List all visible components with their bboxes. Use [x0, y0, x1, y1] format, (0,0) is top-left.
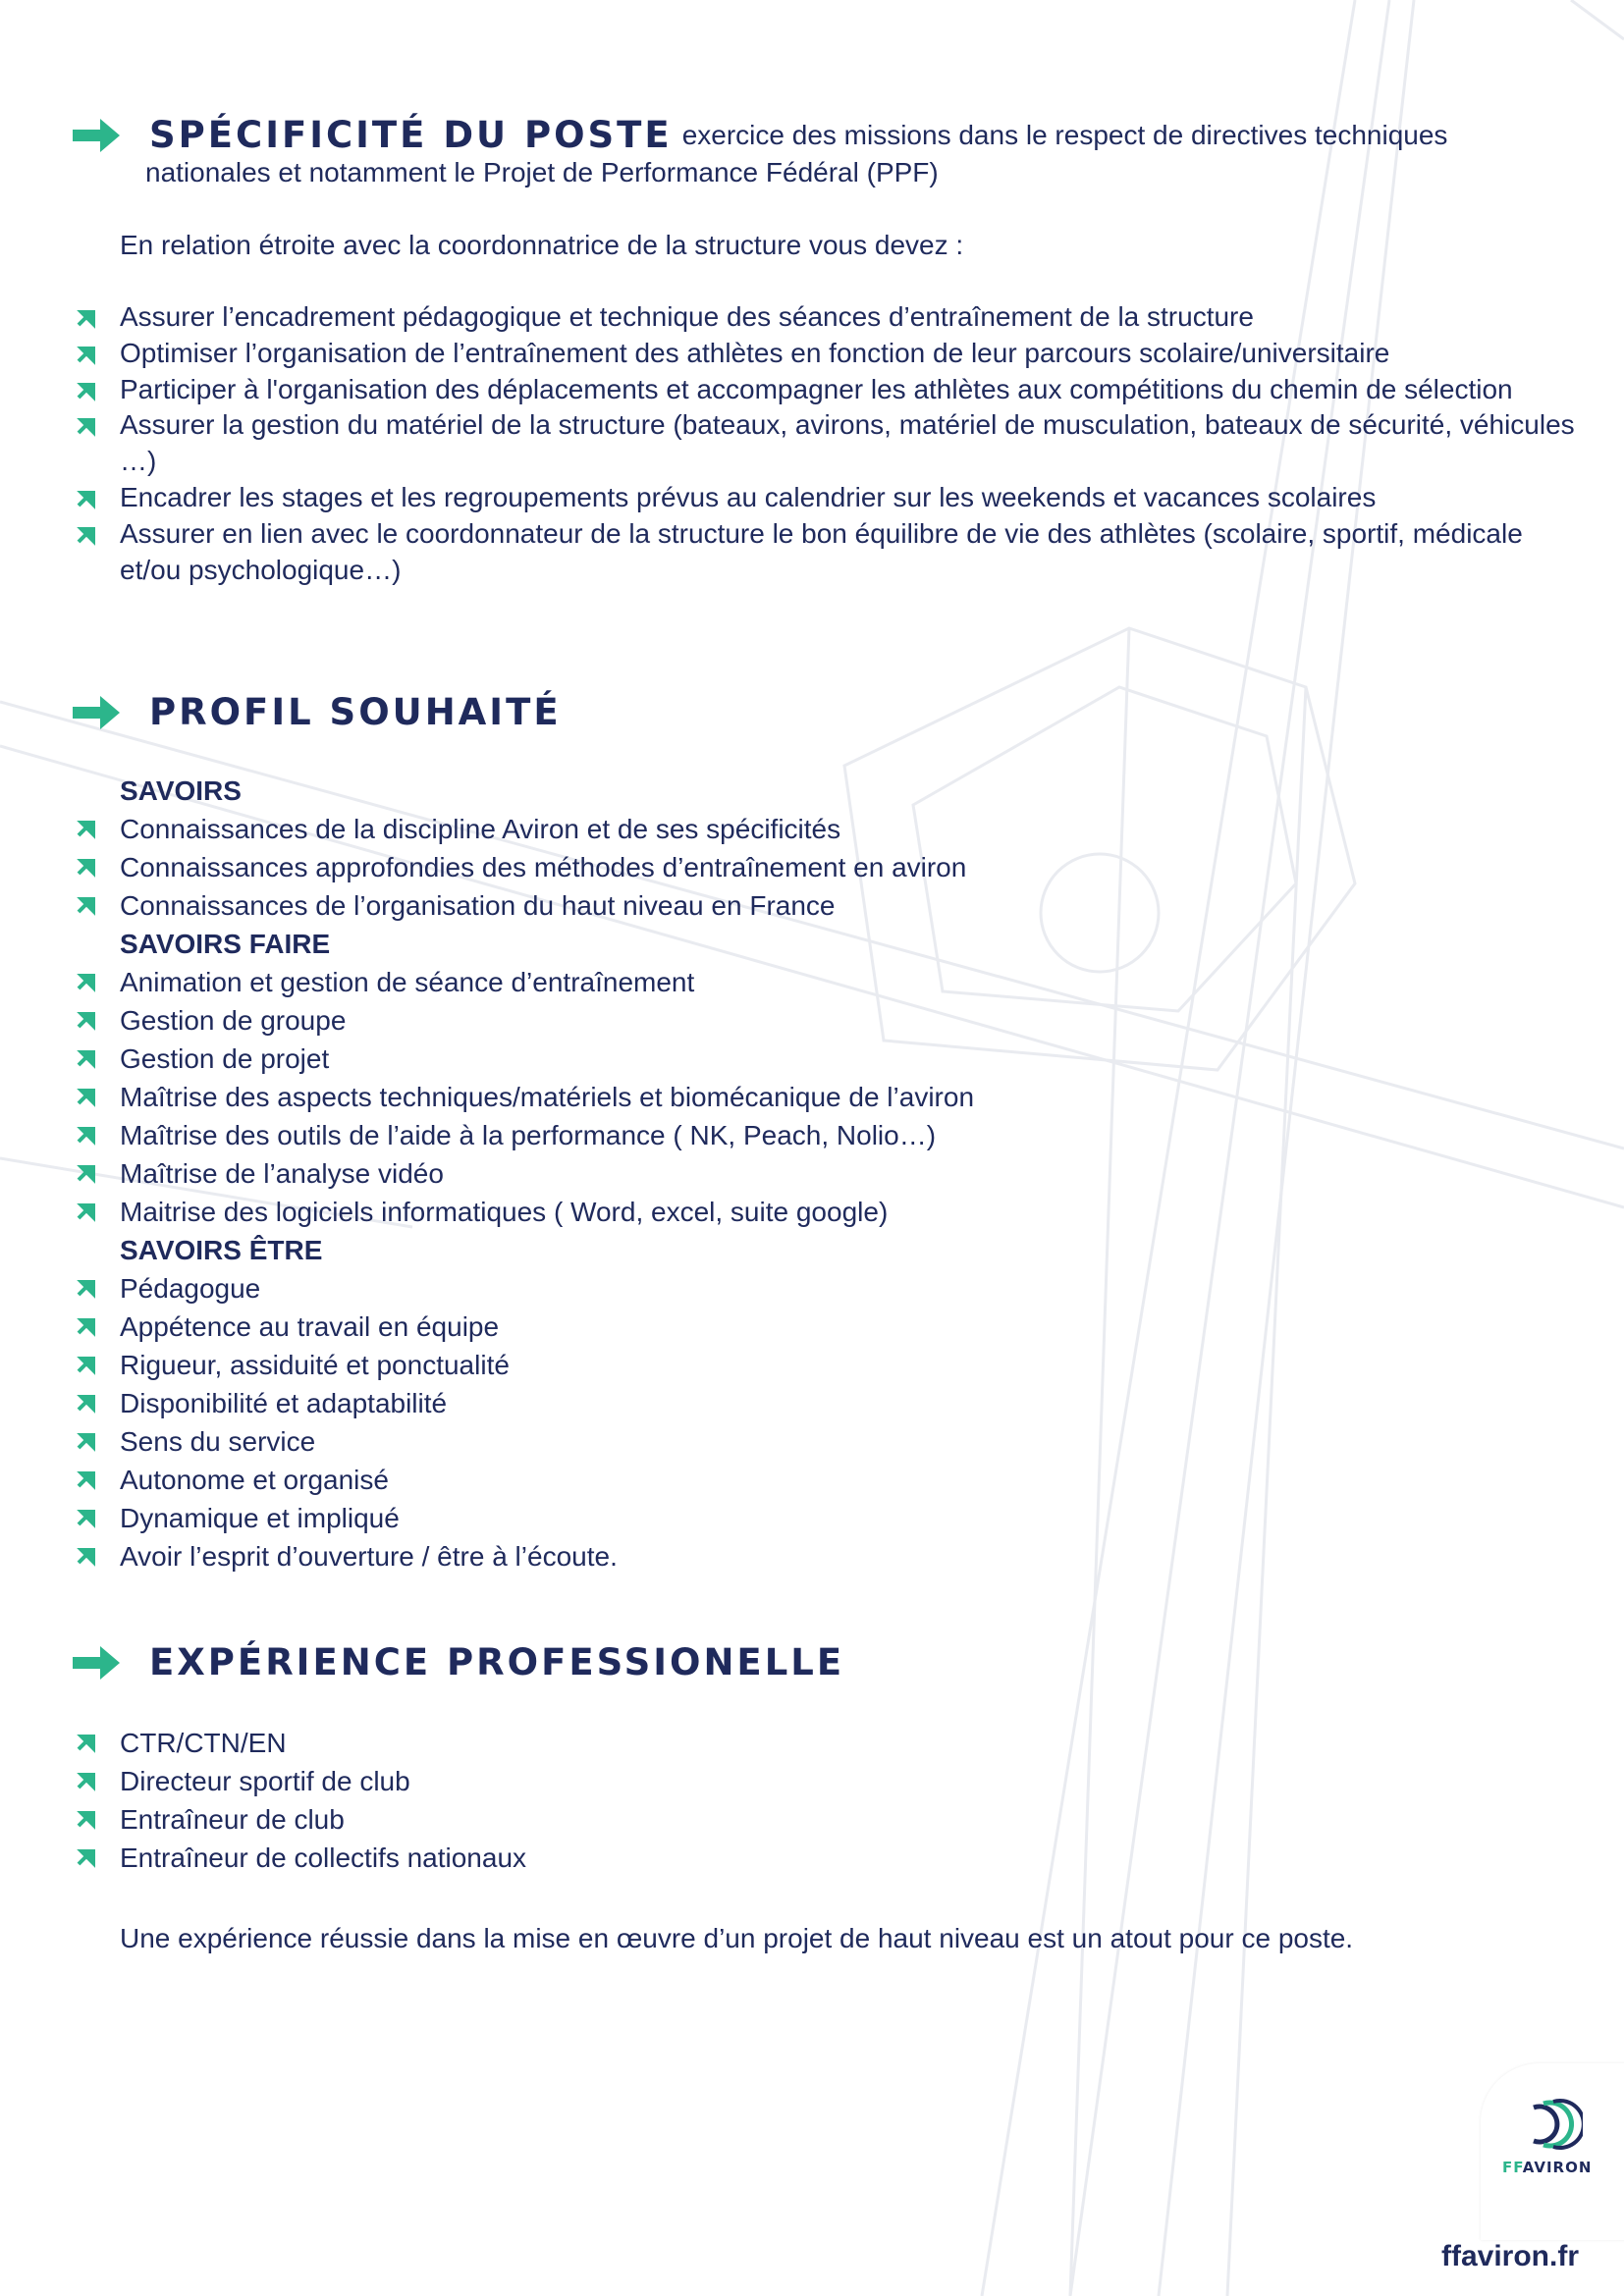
- list-item: Directeur sportif de club: [77, 1762, 1579, 1800]
- list-item: Assurer en lien avec le coordonnateur de la structure le bon équilibre de vie des athlètes (scolaire, sportif, médicale et/ou psychologique…): [77, 516, 1579, 589]
- arrow-up-right-icon: [77, 1772, 96, 1791]
- arrow-up-right-icon: [77, 490, 96, 509]
- list-item: Assurer l’encadrement pédagogique et technique des séances d’entraînement de la structure: [77, 299, 1579, 336]
- list-item: Gestion de groupe: [77, 1001, 1579, 1040]
- list-item: Optimiser l’organisation de l’entraînement des athlètes en fonction de leur parcours scolaire/universitaire: [77, 336, 1579, 372]
- lead-paragraph: En relation étroite avec la coordonnatrice de la structure vous devez :: [120, 230, 964, 260]
- section-header-experience: [71, 1639, 844, 1686]
- list-item: Participer à l'organisation des déplacements et accompagner les athlètes aux compétitions du chemin de sélection: [77, 372, 1534, 408]
- section-title-profil: PROFIL SOUHAITÉ: [149, 691, 562, 733]
- list-item: Gestion de projet: [77, 1040, 1579, 1078]
- list-item: Maîtrise des aspects techniques/matériels et biomécanique de l’aviron: [77, 1078, 1579, 1116]
- arrow-right-icon: [71, 116, 122, 155]
- section-header-profil: [71, 689, 562, 736]
- list-item: Connaissances de la discipline Aviron et de ses spécificités: [77, 810, 1579, 848]
- list-item: Disponibilité et adaptabilité: [77, 1384, 1579, 1422]
- closing-paragraph: Une expérience réussie dans la mise en œuvre d’un projet de haut niveau est un atout pour ce poste.: [120, 1923, 1354, 1953]
- arrow-up-right-icon: [77, 896, 96, 916]
- arrow-up-right-icon: [77, 1470, 96, 1490]
- list-item: Animation et gestion de séance d’entraînement: [77, 963, 1579, 1001]
- list-item: Assurer la gestion du matériel de la structure (bateaux, avirons, matériel de musculation, bateaux de sécurité, véhicules …): [77, 407, 1579, 480]
- arrow-up-right-icon: [77, 417, 96, 437]
- logo-wordmark: FFAVIRON: [1502, 2159, 1593, 2176]
- arrow-up-right-icon: [77, 1164, 96, 1184]
- arrow-up-right-icon: [77, 526, 96, 546]
- savoirs-list: [77, 810, 1579, 925]
- arrow-up-right-icon: [77, 346, 96, 365]
- section-title-poste: SPÉCIFICITÉ DU POSTE: [149, 114, 673, 156]
- arrow-up-right-icon: [77, 1810, 96, 1830]
- experience-list: [77, 1724, 1579, 1877]
- list-item: Connaissances de l’organisation du haut niveau en France: [77, 886, 1579, 925]
- arrow-up-right-icon: [77, 382, 96, 401]
- list-item: Entraîneur de collectifs nationaux: [77, 1839, 1579, 1877]
- list-item: CTR/CTN/EN: [77, 1724, 1579, 1762]
- arrow-up-right-icon: [77, 1126, 96, 1146]
- list-item: Avoir l’esprit d’ouverture / être à l’écoute.: [77, 1537, 1579, 1575]
- arrow-up-right-icon: [77, 1088, 96, 1107]
- section-intro-poste-continued: nationales et notamment le Projet de Performance Fédéral (PPF): [145, 157, 939, 187]
- arrow-up-right-icon: [77, 1202, 96, 1222]
- website-link[interactable]: ffaviron.fr: [1440, 2240, 1579, 2272]
- savoirs-etre-list: [77, 1269, 1579, 1575]
- section-title-experience: EXPÉRIENCE PROFESSIONELLE: [149, 1641, 845, 1683]
- subheading-savoirs-faire: SAVOIRS FAIRE: [120, 929, 331, 959]
- arrow-up-right-icon: [77, 1317, 96, 1337]
- arrow-up-right-icon: [77, 973, 96, 992]
- list-item: Rigueur, assiduité et ponctualité: [77, 1346, 1579, 1384]
- section-intro-poste: exercice des missions dans le respect de directives techniques: [681, 120, 1448, 150]
- list-item: Maitrise des logiciels informatiques ( Word, excel, suite google): [77, 1193, 1579, 1231]
- subheading-savoirs-etre: SAVOIRS ÊTRE: [120, 1235, 323, 1265]
- arrow-up-right-icon: [77, 1734, 96, 1753]
- list-item: Autonome et organisé: [77, 1461, 1579, 1499]
- arrow-up-right-icon: [77, 1547, 96, 1567]
- list-item: Maîtrise des outils de l’aide à la performance ( NK, Peach, Nolio…): [77, 1116, 1579, 1154]
- arrow-up-right-icon: [77, 1279, 96, 1299]
- list-item: Connaissances approfondies des méthodes d’entraînement en aviron: [77, 848, 1579, 886]
- savoirs-faire-list: [77, 963, 1579, 1231]
- arrow-up-right-icon: [77, 1848, 96, 1868]
- list-item: Pédagogue: [77, 1269, 1579, 1308]
- section-header-poste: [71, 112, 1447, 159]
- mission-list: [77, 299, 1579, 588]
- arrow-up-right-icon: [77, 1432, 96, 1452]
- list-item: Maîtrise de l’analyse vidéo: [77, 1154, 1579, 1193]
- arrow-up-right-icon: [77, 1394, 96, 1414]
- subheading-savoirs: SAVOIRS: [120, 775, 242, 806]
- arrow-up-right-icon: [77, 1509, 96, 1528]
- arrow-up-right-icon: [77, 309, 96, 329]
- list-item: Encadrer les stages et les regroupements prévus au calendrier sur les weekends et vacances scolaires: [77, 480, 1579, 516]
- list-item: Dynamique et impliqué: [77, 1499, 1579, 1537]
- list-item: Entraîneur de club: [77, 1800, 1579, 1839]
- arrow-up-right-icon: [77, 1011, 96, 1031]
- arrow-up-right-icon: [77, 820, 96, 839]
- list-item: Appétence au travail en équipe: [77, 1308, 1579, 1346]
- list-item: Sens du service: [77, 1422, 1579, 1461]
- arrow-up-right-icon: [77, 1356, 96, 1375]
- arrow-right-icon: [71, 693, 122, 732]
- arrow-up-right-icon: [77, 1049, 96, 1069]
- arrow-up-right-icon: [77, 858, 96, 878]
- arrow-right-icon: [71, 1643, 122, 1682]
- ffaviron-logo-icon: [1520, 2096, 1583, 2153]
